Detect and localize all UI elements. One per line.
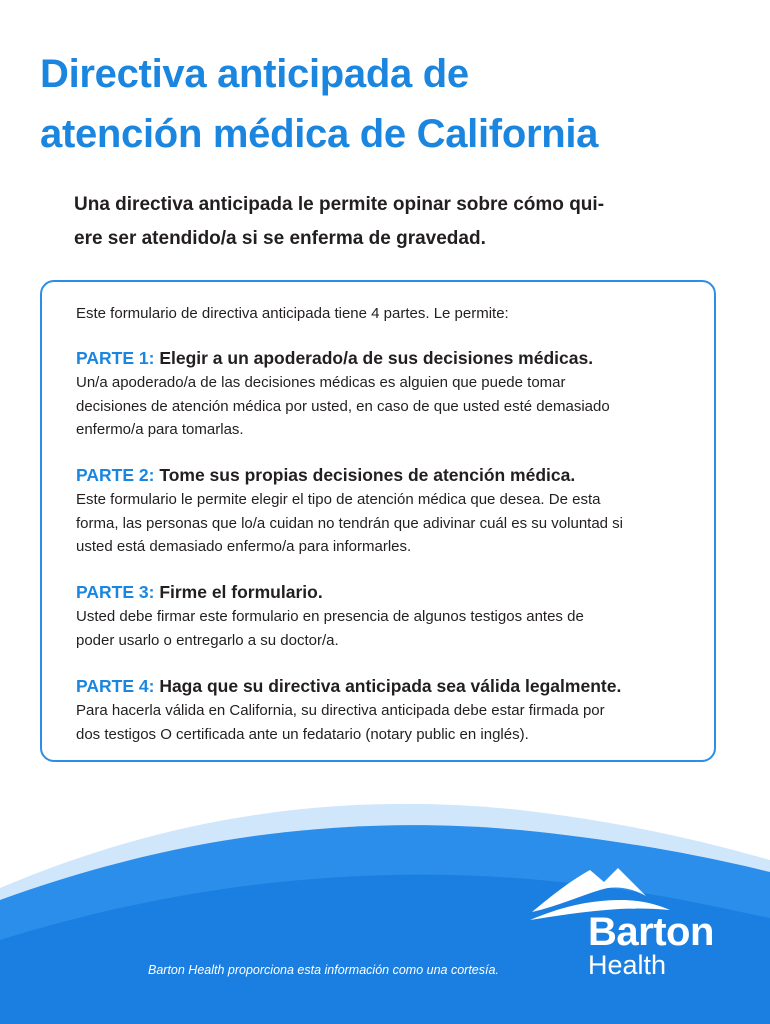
part-3-title: Firme el formulario. [159, 582, 323, 602]
subtitle-line-1: Una directiva anticipada le permite opinar sobre cómo qui- [74, 194, 605, 215]
part-4-heading [76, 673, 706, 699]
part-4-line: Para hacerla válida en California, su directiva anticipada debe estar firmada por [76, 702, 605, 719]
title-line-1: Directiva anticipada de [40, 52, 469, 96]
part-2-line: usted está demasiado enfermo/a para informarles. [76, 538, 412, 555]
part-4-line: dos testigos O certificada ante un fedatario (notary public en inglés). [76, 725, 529, 743]
part-3-line: Usted debe firmar este formulario en presencia de algunos testigos antes de [76, 608, 584, 625]
part-4-label: PARTE 4: [76, 676, 155, 696]
title-line-2: atención médica de California [40, 112, 599, 156]
part-1-line: Un/a apoderado/a de las decisiones médicas es alguien que puede tomar [76, 374, 566, 391]
part-4-title: Haga que su directiva anticipada sea válida legalmente. [159, 676, 622, 696]
part-1-label: PARTE 1: [76, 348, 155, 368]
part-3-line: poder usarlo o entregarlo a su doctor/a. [76, 631, 339, 649]
barton-health-logo [528, 862, 748, 992]
subtitle-line-2: ere ser atendido/a si se enferma de gravedad. [74, 228, 486, 249]
part-2-label: PARTE 2: [76, 465, 155, 485]
part-2-heading [76, 462, 706, 488]
part-1 [76, 345, 706, 442]
part-2-line: forma, las personas que lo/a cuidan no tendrán que adivinar cuál es su voluntad si [76, 514, 624, 532]
part-4 [76, 673, 706, 746]
intro-text: Este formulario de directiva anticipada tiene 4 partes. Le permite: [76, 305, 509, 322]
part-2-line: Este formulario le permite elegir el tipo de atención médica que desea. De esta [76, 491, 601, 508]
part-2 [76, 462, 706, 559]
part-3-text [76, 605, 706, 652]
part-3-label: PARTE 3: [76, 582, 155, 602]
part-2-title: Tome sus propias decisiones de atención médica. [159, 465, 576, 485]
part-2-text [76, 488, 706, 559]
part-1-title: Elegir a un apoderado/a de sus decisiones médicas. [159, 348, 594, 368]
footer-note: Barton Health proporciona esta información como una cortesía. [148, 963, 499, 977]
part-4-text [76, 699, 706, 746]
subtitle [74, 188, 674, 256]
part-1-text [76, 371, 706, 442]
logo-name: Barton [588, 910, 714, 954]
part-1-line: decisiones de atención médica por usted, en caso de que usted esté demasiado [76, 397, 610, 415]
part-3-heading [76, 579, 706, 605]
part-1-line: enfermo/a para tomarlas. [76, 421, 244, 438]
part-1-heading [76, 345, 706, 371]
page-title [40, 44, 760, 164]
part-3 [76, 579, 706, 652]
logo-sub: Health [588, 950, 667, 980]
